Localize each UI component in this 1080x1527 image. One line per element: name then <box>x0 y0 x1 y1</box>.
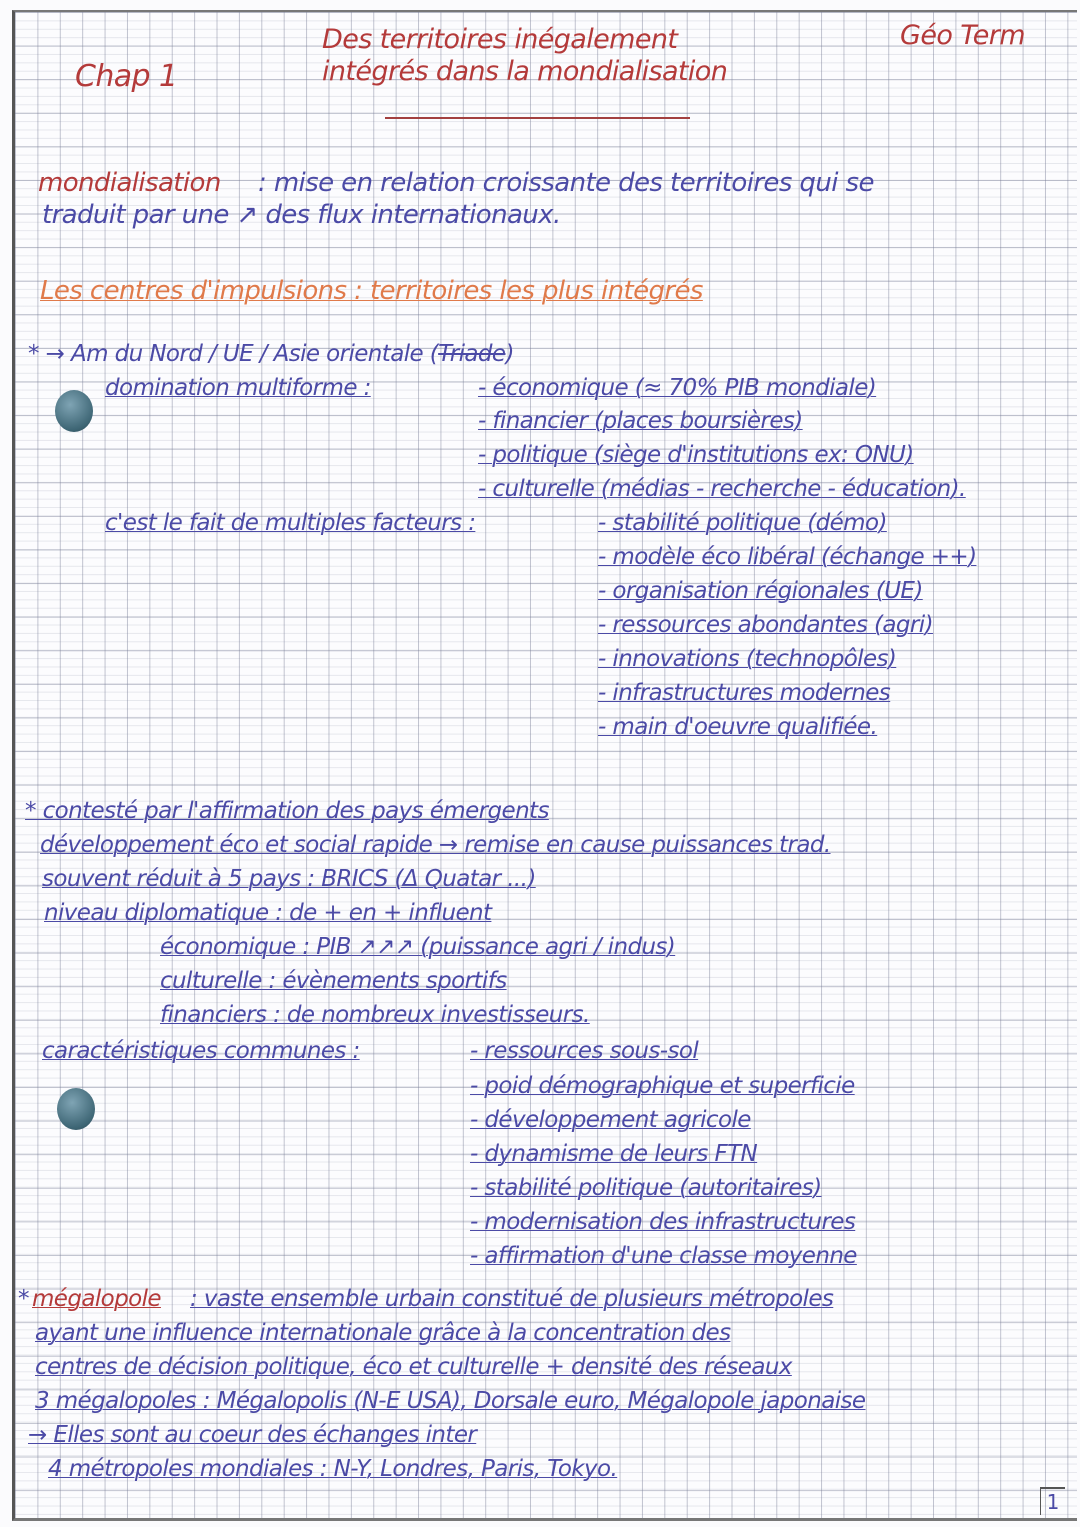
domination-item: - économique (≈ 70% PIB mondiale) <box>478 375 877 401</box>
section-heading: Les centres d'impulsions : territoires les plus intégrés <box>40 276 703 306</box>
emerging-line: culturelle : évènements sportifs <box>160 968 507 994</box>
domination-item: - financier (places boursières) <box>478 408 803 434</box>
common-label: caractéristiques communes : <box>42 1038 360 1064</box>
definition-text-2: traduit par une ↗ des flux internationaux. <box>42 200 561 230</box>
megalopole-line: → Elles sont au coeur des échanges inter <box>28 1422 477 1448</box>
emerging-line: financiers : de nombreux investisseurs. <box>160 1002 590 1028</box>
definition-text-1: : mise en relation croissante des territoires qui se <box>258 168 874 198</box>
emerging-line: souvent réduit à 5 pays : BRICS (Δ Quatar ...) <box>42 866 536 892</box>
factor-item: - organisation régionales (UE) <box>598 578 923 604</box>
factor-item: - main d'oeuvre qualifiée. <box>598 714 878 740</box>
domination-item: - culturelle (médias - recherche - éducation). <box>478 476 966 502</box>
chapter-label: Chap 1 <box>75 59 178 94</box>
binder-hole <box>57 1088 95 1130</box>
definition-term: mondialisation <box>38 168 221 198</box>
struck-word: Triade <box>438 341 506 367</box>
megalopole-line: : vaste ensemble urbain constitué de plusieurs métropoles <box>190 1286 834 1312</box>
page-number: 1 <box>1040 1487 1065 1515</box>
common-item: - modernisation des infrastructures <box>470 1209 856 1235</box>
domination-item: - politique (siège d'institutions ex: ONU) <box>478 442 914 468</box>
emerging-line: * contesté par l'affirmation des pays émergents <box>25 798 549 824</box>
title-underline <box>385 117 690 119</box>
title-line-2: intégrés dans la mondialisation <box>322 56 728 87</box>
megalopole-line: 4 métropoles mondiales : N-Y, Londres, Paris, Tokyo. <box>48 1456 618 1482</box>
triad-line <box>28 343 514 366</box>
megalopole-line: centres de décision politique, éco et culturelle + densité des réseaux <box>35 1354 792 1380</box>
binder-hole <box>55 390 93 432</box>
common-item: - dynamisme de leurs FTN <box>470 1141 758 1167</box>
megalopole-line: 3 mégalopoles : Mégalopolis (N-E USA), Dorsale euro, Mégalopole japonaise <box>35 1388 866 1414</box>
megalopole-term: mégalopole <box>32 1286 161 1312</box>
factor-item: - ressources abondantes (agri) <box>598 612 933 638</box>
subject-label: Géo Term <box>900 20 1026 51</box>
domination-label: domination multiforme : <box>105 375 371 401</box>
common-item: - développement agricole <box>470 1107 751 1133</box>
factors-label: c'est le fait de multiples facteurs : <box>105 510 476 536</box>
common-item: - stabilité politique (autoritaires) <box>470 1175 822 1201</box>
common-item: - affirmation d'une classe moyenne <box>470 1243 857 1269</box>
emerging-line: développement éco et social rapide → remise en cause puissances trad. <box>40 832 831 858</box>
triad-close: ) <box>505 341 514 367</box>
factor-item: - modèle éco libéral (échange ++) <box>598 544 977 570</box>
factor-item: - innovations (technopôles) <box>598 646 897 672</box>
emerging-line: niveau diplomatique : de + en + influent <box>44 900 492 926</box>
factor-item: - stabilité politique (démo) <box>598 510 887 536</box>
megalopole-line: ayant une influence internationale grâce à la concentration des <box>35 1320 731 1346</box>
emerging-line: économique : PIB ↗↗↗ (puissance agri / indus) <box>160 934 676 960</box>
common-item: - ressources sous-sol <box>470 1038 699 1064</box>
title-line-1: Des territoires inégalement <box>322 24 678 55</box>
common-item: - poid démographique et superficie <box>470 1073 855 1099</box>
factor-item: - infrastructures modernes <box>598 680 891 706</box>
triad-line-text: * → Am du Nord / UE / Asie orientale ( <box>28 341 439 367</box>
